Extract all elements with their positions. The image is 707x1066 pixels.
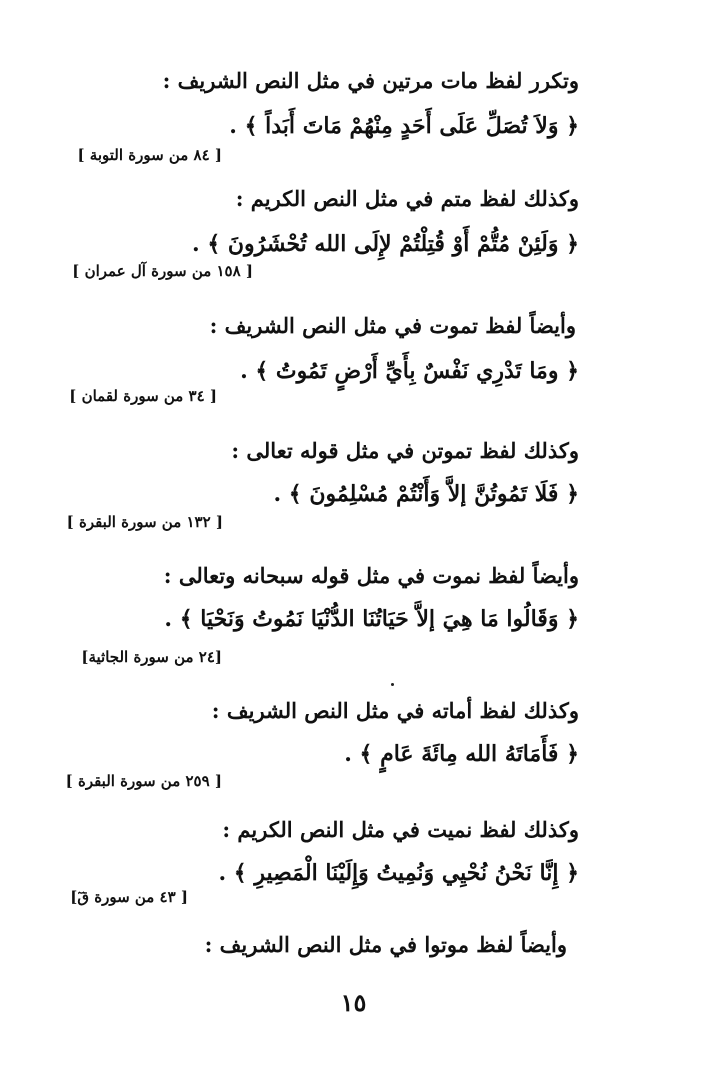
surah-reference: [ ١٥٨ من سورة آل عمران ] [72,262,253,280]
surah-reference: [ ٤٣ من سورة قٓ] [70,888,188,906]
entry-intro: وكذلك لفظ أماته في مثل النص الشريف : [211,698,579,723]
quran-verse: ﴿ فَلَا تَمُوتُنَّ إلاَّ وَأَنْتُمْ مُسْلِمُونَ ﴾ . [273,481,579,507]
entry-intro: وكذلك لفظ متم في مثل النص الكريم : [235,186,579,211]
entry-intro: وأيضاً لفظ تموت في مثل النص الشريف : [209,313,576,338]
quran-verse: ﴿ ومَا تَدْرِي نَفْسٌ بِأَيِّ أَرْضٍ تَمُوتُ ﴾ . [240,358,579,384]
surah-reference: [ ٢٥٩ من سورة البقرة ] [65,772,222,790]
entry-intro: وكذلك لفظ نميت في مثل النص الكريم : [222,817,579,842]
quran-verse: ﴿ وَقَالُوا مَا هِيَ إلاَّ حَيَاتُنَا الدُّنْيَا نَمُوتُ وَنَحْيَا ﴾ . [164,606,579,632]
entry-intro: وأيضاً لفظ نموت في مثل قوله سبحانه وتعالى : [163,563,579,588]
surah-reference: [٢٤ من سورة الجاثية] [81,648,222,666]
surah-reference: [ ١٣٢ من سورة البقرة ] [66,513,223,531]
stray-dot [391,683,394,686]
quran-verse: ﴿ وَلَئِنْ مُتُّمْ أَوْ قُتِلْتُمْ لإِلَى الله تُحْشَرُونَ ﴾ . [192,231,579,257]
entry-intro: وتكرر لفظ مات مرتين في مثل النص الشريف : [162,68,579,93]
quran-verse: ﴿ فَأَمَاتَهُ الله مِائَةَ عَامٍ ﴾ . [344,741,579,767]
quran-verse: ﴿ إِنَّا نَحْنُ نُحْيِي وَنُمِيتُ وَإِلَيْنَا الْمَصِيرِ ﴾ . [218,860,579,886]
surah-reference: [ ٣٤ من سورة لقمان ] [69,387,217,405]
page-number: ١٥ [340,988,367,1017]
quran-verse: ﴿ وَلاَ تُصَلِّ عَلَى أَحَدٍ مِنْهُمْ مَاتَ أَبَداً ﴾ . [229,113,579,139]
final-intro: وأيضاً لفظ موتوا في مثل النص الشريف : [204,932,567,957]
surah-reference: [ ٨٤ من سورة التوبة ] [77,146,222,164]
entry-intro: وكذلك لفظ تموتن في مثل قوله تعالى : [231,438,579,463]
